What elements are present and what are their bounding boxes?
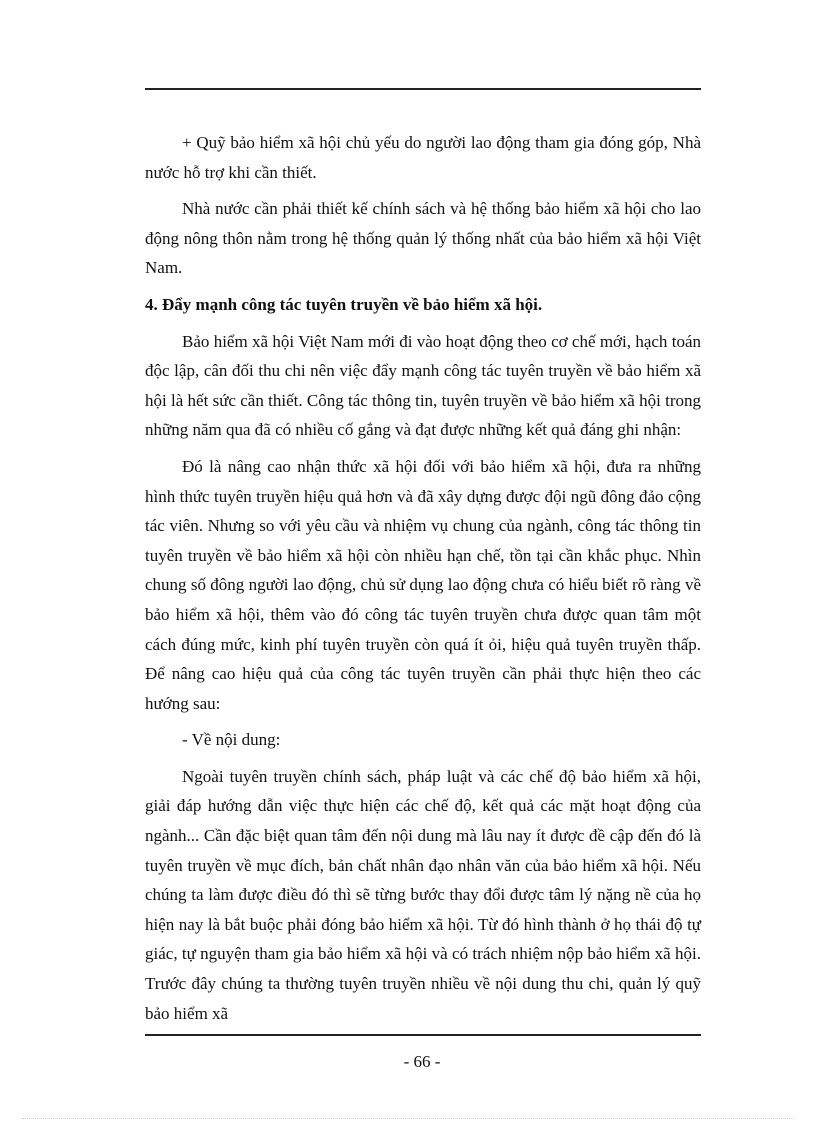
document-body [145,128,701,1035]
paragraph-intro: Bảo hiểm xã hội Việt Nam mới đi vào hoạt động theo cơ chế mới, hạch toán độc lập, cân đối thu chi nên việc đẩy mạnh công tác tuyên truyền về bảo hiểm xã hội là hết sức cần thiết. Công tác thông tin, tuyên truyền về bảo hiểm xã hội trong những năm qua đã có nhiều cố gắng và đạt được những kết quả đáng ghi nhận: [145,331,701,440]
paragraph-limitations: Đó là nâng cao nhận thức xã hội đối với bảo hiểm xã hội, đưa ra những hình thức tuyên truyền hiệu quả hơn và đã xây dựng được đội ngũ đông đảo cộng tác viên. Nhưng so với yêu cầu và nhiệm vụ chung của ngành, công tác thông tin tuyên truyền về bảo hiểm xã hội còn nhiều hạn chế, tồn tại cần khắc phục. Nhìn chung số đông người lao động, chủ sử dụng lao động chưa có hiểu biết rõ ràng về bảo hiểm xã hội, thêm vào đó công tác tuyên truyền chưa được quan tâm một cách đúng mức, kinh phí tuyên truyền còn quá ít ỏi, hiệu quả tuyên truyền thấp. Để nâng cao hiệu quả của công tác tuyên truyền cần phải thực hiện theo các hướng sau: [145,456,701,713]
header-rule [145,88,701,90]
paragraph-content-label: - Về nội dung: [182,730,281,750]
footer-rule [145,1034,701,1036]
page-number: - 66 - [403,1052,441,1071]
paragraph-fund-contribution: + Quỹ bảo hiểm xã hội chủ yếu do người lao động tham gia đóng góp, Nhà nước hỗ trợ khi cần thiết. [145,133,701,182]
page-edge-dotted-line [22,1118,794,1119]
section-heading: 4. Đẩy mạnh công tác tuyên truyền về bảo hiểm xã hội. [145,294,543,314]
paragraph-content-detail: Ngoài tuyên truyền chính sách, pháp luật và các chế độ bảo hiểm xã hội, giải đáp hướng dẫn việc thực hiện các chế độ, kết quả các mặt hoạt động của ngành... Cần đặc biệt quan tâm đến nội dung mà lâu nay ít được đề cập đến đó là tuyên truyền về mục đích, bản chất nhân đạo nhân văn của bảo hiểm xã hội. Nếu chúng ta làm được điều đó thì sẽ từng bước thay đổi được tâm lý nặng nề của họ hiện nay là bắt buộc phải đóng bảo hiểm xã hội. Từ đó hình thành ở họ thái độ tự giác, tự nguyện tham gia bảo hiểm xã hội và có trách nhiệm nộp bảo hiểm xã hội. Trước đây chúng ta thường tuyên truyền nhiều về nội dung thu chi, quản lý quỹ bảo hiểm xã [145,766,701,1023]
paragraph-state-design: Nhà nước cần phải thiết kế chính sách và hệ thống bảo hiểm xã hội cho lao động nông thôn nằm trong hệ thống quản lý thống nhất của bảo hiểm xã hội Việt Nam. [145,199,701,278]
